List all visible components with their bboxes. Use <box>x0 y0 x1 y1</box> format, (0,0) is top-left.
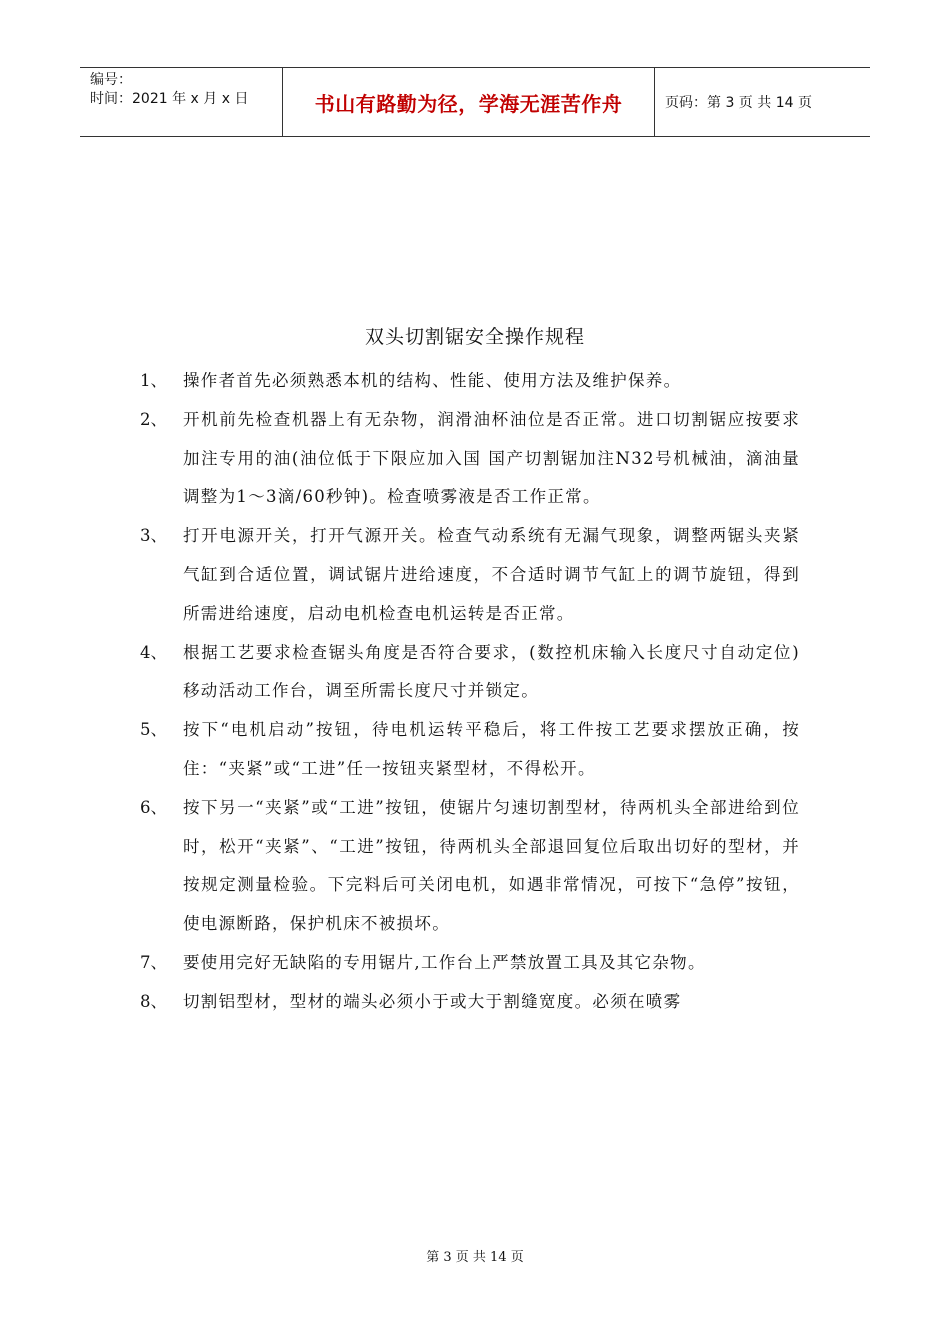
header-motto-cell <box>282 68 655 136</box>
item-number: 5、 <box>140 720 167 740</box>
header-motto: 书山有路勤为径，学海无涯苦作舟 <box>314 91 623 116</box>
list-item <box>140 789 800 944</box>
header-page-cell <box>655 68 870 136</box>
header-info <box>80 68 282 136</box>
page-footer: 第 3 页 共 14 页 <box>426 1250 524 1265</box>
item-text: 打开电源开关，打开气源开关。检查气动系统有无漏气现象，调整两锯头夹紧气缸到合适位置，调试锯片进给速度，不合适时调节气缸上的调节旋钮，得到所需进给速度，启动电机检查电机运转是否正常。 <box>183 526 800 623</box>
list-item <box>140 362 800 401</box>
item-number: 4、 <box>140 642 167 662</box>
item-number: 2、 <box>140 409 167 429</box>
item-text: 开机前先检查机器上有无杂物，润滑油杯油位是否正常。进口切割锯应按要求加注专用的油(油位低于下限应加入国 国产切割锯加注N32号机械油，滴油量调整为1～3滴/60秒钟)。检查喷雾液是否工作正常。 <box>183 409 800 507</box>
page-header <box>80 67 870 137</box>
list-item <box>140 517 800 633</box>
code-label: 编号： <box>90 72 132 88</box>
item-number: 8、 <box>140 991 167 1011</box>
item-text: 要使用完好无缺陷的专用锯片,工作台上严禁放置工具及其它杂物。 <box>183 952 706 972</box>
item-text: 根据工艺要求检查锯头角度是否符合要求，(数控机床输入长度尺寸自动定位)移动活动工作台，调至所需长度尺寸并锁定。 <box>183 642 800 701</box>
list-item <box>140 983 800 1022</box>
item-number: 6、 <box>140 797 167 817</box>
list-item <box>140 634 800 712</box>
item-number: 3、 <box>140 526 167 546</box>
item-text: 切割铝型材，型材的端头必须小于或大于割缝宽度。必须在喷雾 <box>183 991 682 1011</box>
item-text: 按下“电机启动”按钮，待电机运转平稳后，将工件按工艺要求摆放正确，按住：“夹紧”或“工进”任一按钮夹紧型材，不得松开。 <box>183 720 800 778</box>
item-number: 1、 <box>140 371 167 390</box>
document-title: 双头切割锯安全操作规程 <box>364 326 585 348</box>
list-item <box>140 944 800 983</box>
date-label: 时间：2021 年 x 月 x 日 <box>90 91 249 107</box>
item-text: 操作者首先必须熟悉本机的结构、性能、使用方法及维护保养。 <box>183 371 682 390</box>
item-text: 按下另一“夹紧”或“工进”按钮，使锯片匀速切割型材，待两机头全部进给到位时，松开“夹紧”、“工进”按钮，待两机头全部退回复位后取出切好的型材，并按规定测量检验。下完料后可关闭电机，如遇非常情况，可按下“急停”按钮，使电源断路，保护机床不被损坏。 <box>183 797 800 934</box>
list-item <box>140 401 800 517</box>
item-number: 7、 <box>140 952 167 972</box>
header-page-label: 页码：第 3 页 共 14 页 <box>665 95 812 111</box>
list-item <box>140 711 800 789</box>
procedure-list <box>140 362 800 1022</box>
